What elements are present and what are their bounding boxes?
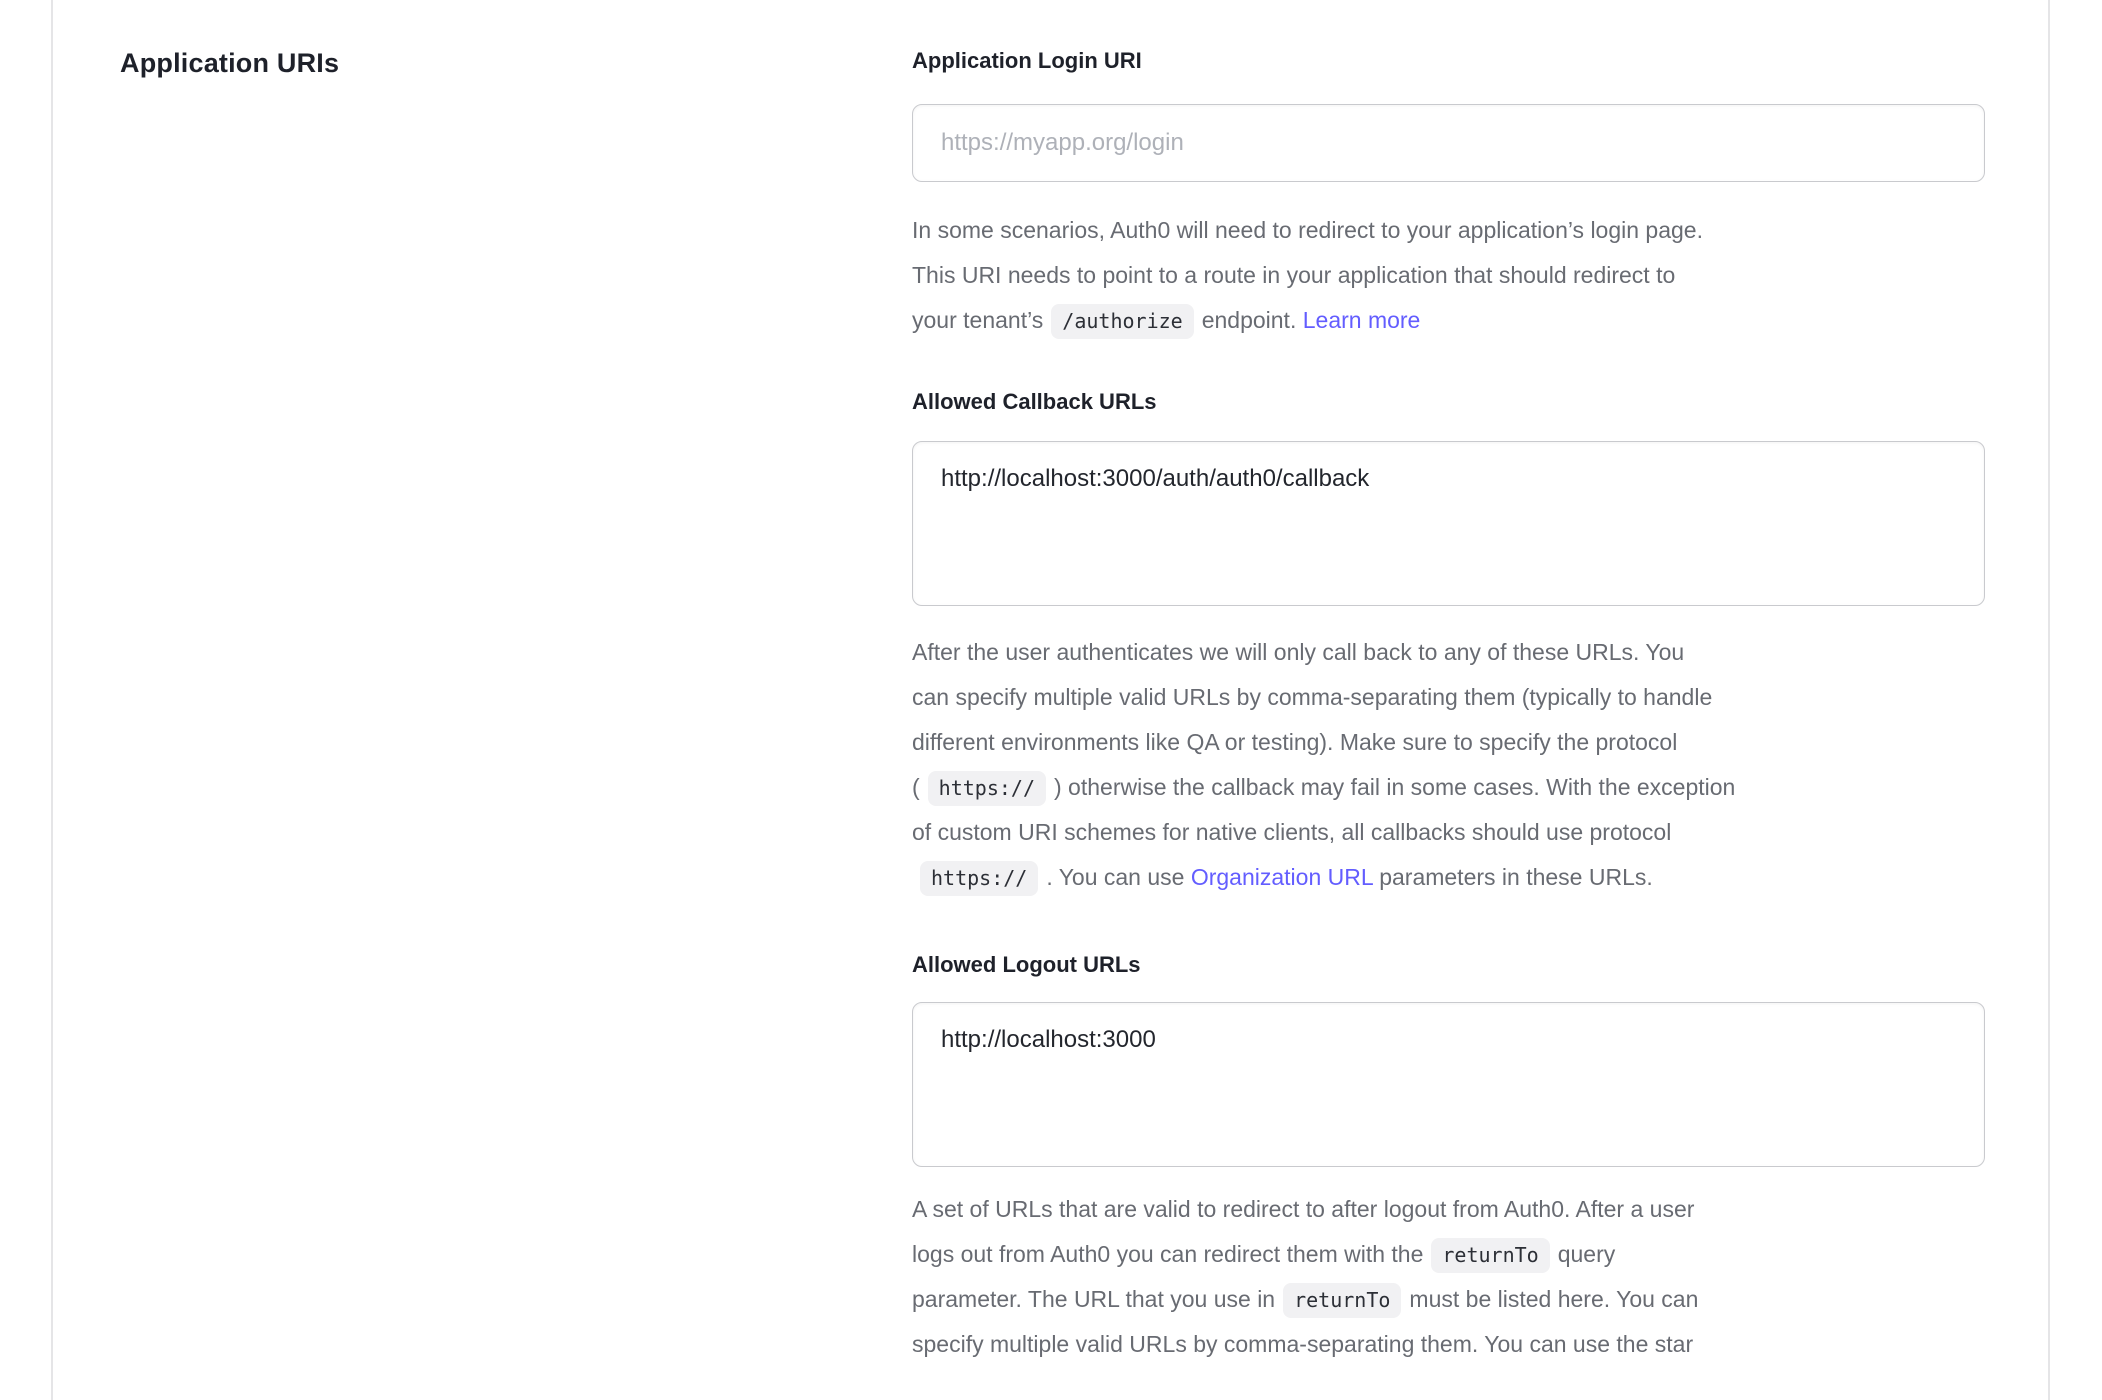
learn-more-link[interactable]: Learn more bbox=[1302, 307, 1421, 333]
section-fields-column bbox=[912, 46, 1985, 1367]
logout-urls-help-text: A set of URLs that are valid to redirect to after logout from Auth0. After a user logs out from Auth0 you can redirect them with the returnTo query parameter. The URL that you use in returnTo must be listed here. You can specify multiple valid URLs by comma-separating them. You can use the star bbox=[912, 1196, 1699, 1357]
login-uri-label: Application Login URI bbox=[912, 48, 1142, 73]
logout-urls-textarea[interactable] bbox=[912, 1002, 1985, 1167]
callback-urls-help-text: After the user authenticates we will only call back to any of these URLs. You can specify multiple valid URLs by comma-separating them (typically to handle different environments like QA or testing). Make sure to specify the protocol ( https:// ) otherwise the callback may fail in some cases. With the exception of custom URI schemes for native clients, all callbacks should use protocol https:// . You can use Organization URL parameters in these URLs. bbox=[912, 630, 1985, 900]
application-uris-heading: Application URIs bbox=[120, 48, 340, 78]
logout-urls-label: Allowed Logout URLs bbox=[912, 952, 1141, 977]
inline-code-chip: /authorize bbox=[1051, 304, 1193, 339]
inline-code-chip: https:// bbox=[928, 771, 1046, 806]
section-title-column bbox=[120, 46, 912, 1367]
callback-urls-textarea[interactable] bbox=[912, 441, 1985, 606]
inline-code-chip: https:// bbox=[920, 861, 1038, 896]
inline-code-chip: returnTo bbox=[1283, 1283, 1401, 1318]
application-uris-section bbox=[120, 0, 2102, 1367]
login-uri-input[interactable] bbox=[912, 104, 1985, 182]
callback-urls-label: Allowed Callback URLs bbox=[912, 389, 1157, 414]
login-uri-help-text: In some scenarios, Auth0 will need to redirect to your application’s login page. This URI needs to point to a route in your application that should redirect to your tenant’s /authorize endpoint. Learn more bbox=[912, 208, 1985, 343]
organization-url-link[interactable]: Organization URL bbox=[1190, 864, 1373, 890]
inline-code-chip: returnTo bbox=[1431, 1238, 1549, 1273]
